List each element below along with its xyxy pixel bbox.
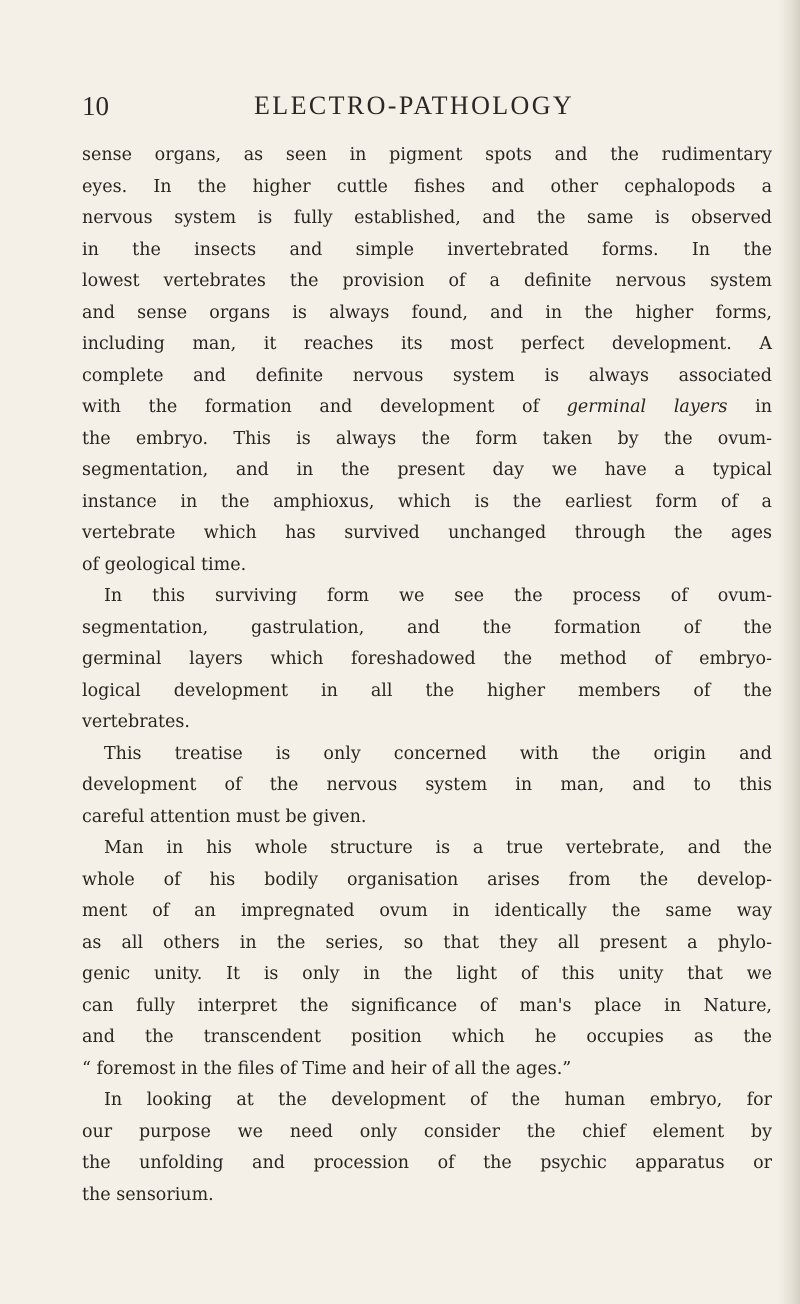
text-line: “ foremost in the files of Time and heir of all the ages.” xyxy=(82,1058,572,1079)
text-line: including man, it reaches its most perfect development. A xyxy=(82,334,772,354)
paragraph xyxy=(82,140,772,581)
page-number: 10 xyxy=(82,91,109,121)
body-text xyxy=(82,140,772,1211)
text-line: segmentation, gastrulation, and the formation of the xyxy=(82,617,772,638)
text-run: in xyxy=(727,397,772,417)
paragraph xyxy=(82,833,772,1085)
text-line: This treatise is only concerned with the origin and xyxy=(104,743,772,764)
text-line: whole of his bodily organisation arises from the develop- xyxy=(82,869,772,890)
text-line: Man in his whole structure is a true vertebrate, and the xyxy=(104,838,772,858)
text-line: and sense organs is always found, and in the higher forms, xyxy=(82,302,772,323)
text-line: complete and definite nervous system is always associated xyxy=(82,365,772,386)
text-line: vertebrate which has survived unchanged through the ages xyxy=(82,523,772,543)
text-line xyxy=(82,392,772,424)
text-line: development of the nervous system in man, and to this xyxy=(82,775,772,795)
paragraph xyxy=(82,739,772,834)
text-line: eyes. In the higher cuttle fishes and other cephalopods a xyxy=(82,176,772,197)
text-line: can fully interpret the significance of man's place in Nature, xyxy=(82,995,772,1016)
text-line: our purpose we need only consider the chief element by xyxy=(82,1121,772,1142)
text-line: logical development in all the higher members of the xyxy=(82,680,772,701)
text-line: the embryo. This is always the form taken by the ovum- xyxy=(82,428,772,449)
text-line: and the transcendent position which he occupies as the xyxy=(82,1027,772,1047)
text-line: in the insects and simple invertebrated forms. In the xyxy=(82,239,772,260)
text-line: as all others in the series, so that they all present a phylo- xyxy=(82,932,772,953)
text-line: In looking at the development of the human embryo, for xyxy=(104,1090,772,1110)
binding-shadow xyxy=(778,0,800,1304)
text-line: segmentation, and in the present day we have a typical xyxy=(82,460,772,480)
text-line: lowest vertebrates the provision of a definite nervous system xyxy=(82,271,772,291)
text-run: with the formation and development of xyxy=(82,397,567,417)
text-line: In this surviving form we see the process of ovum- xyxy=(104,586,772,606)
text-line: nervous system is fully established, and the same is observed xyxy=(82,208,772,228)
text-line: genic unity. It is only in the light of this unity that we xyxy=(82,964,772,984)
text-line: the unfolding and procession of the psychic apparatus or xyxy=(82,1153,772,1173)
text-line: sense organs, as seen in pigment spots and the rudimentary xyxy=(82,145,772,165)
paragraph xyxy=(82,581,772,739)
running-title: ELECTRO-PATHOLOGY xyxy=(254,91,575,120)
paragraph xyxy=(82,1085,772,1211)
text-line: ment of an impregnated ovum in identically the same way xyxy=(82,901,772,921)
text-line: germinal layers which foreshadowed the method of embryo- xyxy=(82,649,772,669)
page-header xyxy=(82,91,772,127)
text-line: of geological time. xyxy=(82,554,247,575)
text-line: instance in the amphioxus, which is the earliest form of a xyxy=(82,491,772,512)
text-line: the sensorium. xyxy=(82,1184,214,1205)
text-line: vertebrates. xyxy=(82,712,190,732)
italic-term: germinal layers xyxy=(566,397,728,417)
text-line: careful attention must be given. xyxy=(82,806,367,827)
